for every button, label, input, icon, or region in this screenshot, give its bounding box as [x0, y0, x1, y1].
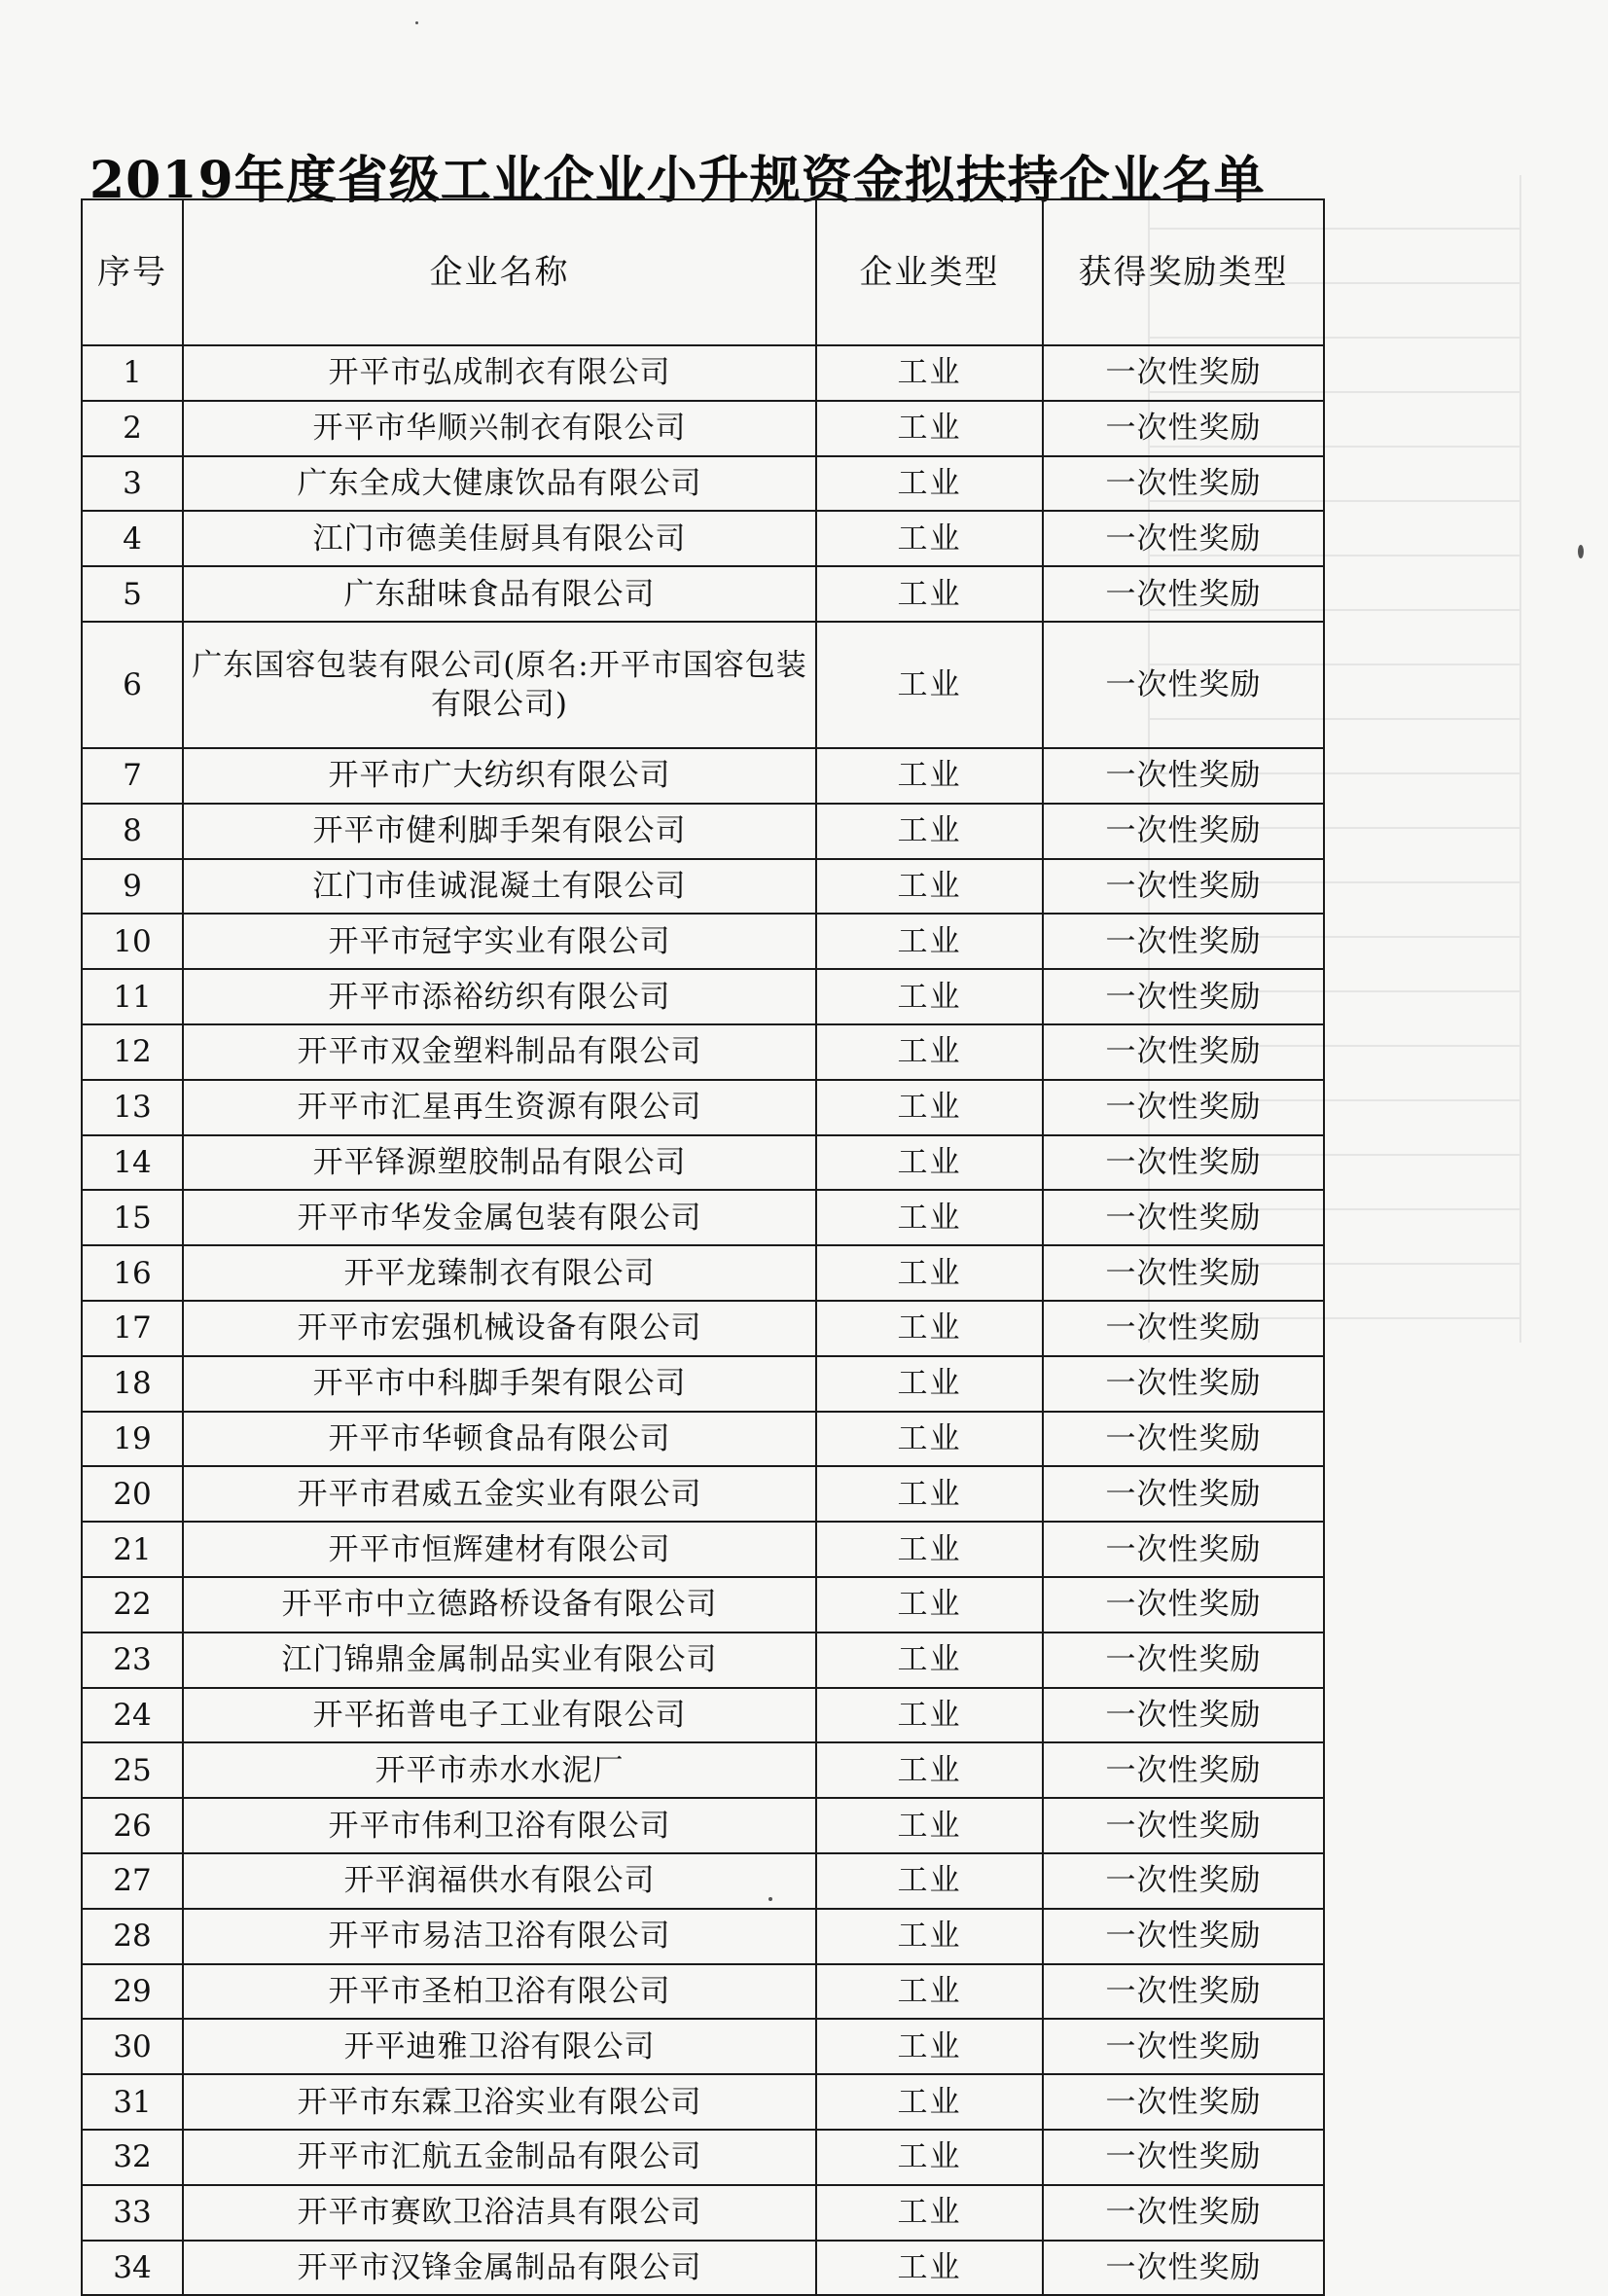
row-serial-number: 28 — [82, 1909, 183, 1964]
row-award-type: 一次性奖励 — [1043, 1577, 1324, 1632]
row-award-type: 一次性奖励 — [1043, 1964, 1324, 2020]
row-serial-number: 4 — [82, 511, 183, 566]
row-award-type: 一次性奖励 — [1043, 345, 1324, 401]
row-serial-number: 15 — [82, 1190, 183, 1245]
row-enterprise-name: 开平市冠宇实业有限公司 — [183, 914, 816, 969]
row-enterprise-type: 工业 — [816, 2074, 1043, 2130]
row-award-type: 一次性奖励 — [1043, 1522, 1324, 1577]
table-row — [82, 2241, 1324, 2296]
row-award-type: 一次性奖励 — [1043, 2074, 1324, 2130]
row-award-type: 一次性奖励 — [1043, 969, 1324, 1024]
paper-speck — [415, 21, 418, 24]
table-row — [82, 748, 1324, 804]
table-body — [82, 345, 1324, 2295]
row-serial-number: 8 — [82, 804, 183, 859]
row-serial-number: 10 — [82, 914, 183, 969]
row-enterprise-type: 工业 — [816, 1412, 1043, 1467]
table-row — [82, 1466, 1324, 1522]
table-row — [82, 1964, 1324, 2020]
row-serial-number: 9 — [82, 859, 183, 915]
row-enterprise-type: 工业 — [816, 511, 1043, 566]
table-row — [82, 1301, 1324, 1356]
row-enterprise-type: 工业 — [816, 1742, 1043, 1798]
table-row — [82, 1135, 1324, 1191]
row-award-type: 一次性奖励 — [1043, 914, 1324, 969]
row-enterprise-name: 开平市华发金属包装有限公司 — [183, 1190, 816, 1245]
row-award-type: 一次性奖励 — [1043, 859, 1324, 915]
row-enterprise-name: 广东国容包装有限公司(原名:开平市国容包装有限公司) — [183, 622, 816, 748]
row-serial-number: 12 — [82, 1024, 183, 1080]
row-enterprise-type: 工业 — [816, 566, 1043, 622]
header-enterprise-type: 企业类型 — [816, 199, 1043, 345]
row-enterprise-name: 开平市君威五金实业有限公司 — [183, 1466, 816, 1522]
table-row — [82, 2074, 1324, 2130]
table-row — [82, 1798, 1324, 1853]
row-enterprise-name: 开平市赤水水泥厂 — [183, 1742, 816, 1798]
row-serial-number: 31 — [82, 2074, 183, 2130]
row-enterprise-name: 开平市健利脚手架有限公司 — [183, 804, 816, 859]
table-row — [82, 914, 1324, 969]
row-award-type: 一次性奖励 — [1043, 1301, 1324, 1356]
row-serial-number: 30 — [82, 2019, 183, 2074]
row-serial-number: 11 — [82, 969, 183, 1024]
row-enterprise-type: 工业 — [816, 2185, 1043, 2241]
row-enterprise-type: 工业 — [816, 1798, 1043, 1853]
row-enterprise-name: 广东甜味食品有限公司 — [183, 566, 816, 622]
header-award-type: 获得奖励类型 — [1043, 199, 1324, 345]
row-serial-number: 23 — [82, 1632, 183, 1688]
row-enterprise-name: 开平市恒辉建材有限公司 — [183, 1522, 816, 1577]
row-enterprise-type: 工业 — [816, 1853, 1043, 1909]
row-enterprise-name: 开平市宏强机械设备有限公司 — [183, 1301, 816, 1356]
header-row — [82, 199, 1324, 345]
table-row — [82, 1522, 1324, 1577]
row-enterprise-name: 开平市华顺兴制衣有限公司 — [183, 401, 816, 456]
table-row — [82, 566, 1324, 622]
row-enterprise-type: 工业 — [816, 748, 1043, 804]
table-row — [82, 345, 1324, 401]
table-row — [82, 2019, 1324, 2074]
row-enterprise-type: 工业 — [816, 1632, 1043, 1688]
row-award-type: 一次性奖励 — [1043, 566, 1324, 622]
table-row — [82, 622, 1324, 748]
row-serial-number: 17 — [82, 1301, 183, 1356]
row-enterprise-type: 工业 — [816, 1688, 1043, 1743]
table-row — [82, 1577, 1324, 1632]
table-row — [82, 1245, 1324, 1301]
row-enterprise-name: 开平市汇星再生资源有限公司 — [183, 1080, 816, 1135]
row-serial-number: 19 — [82, 1412, 183, 1467]
row-enterprise-name: 开平市圣柏卫浴有限公司 — [183, 1964, 816, 2020]
row-enterprise-type: 工业 — [816, 456, 1043, 512]
row-serial-number: 7 — [82, 748, 183, 804]
row-serial-number: 24 — [82, 1688, 183, 1743]
row-award-type: 一次性奖励 — [1043, 1853, 1324, 1909]
row-enterprise-type: 工业 — [816, 969, 1043, 1024]
row-serial-number: 34 — [82, 2241, 183, 2296]
table-row — [82, 1412, 1324, 1467]
row-serial-number: 18 — [82, 1356, 183, 1412]
row-serial-number: 2 — [82, 401, 183, 456]
enterprise-list-table — [81, 198, 1325, 2296]
row-serial-number: 25 — [82, 1742, 183, 1798]
header-serial-number: 序号 — [82, 199, 183, 345]
row-enterprise-name: 江门锦鼎金属制品实业有限公司 — [183, 1632, 816, 1688]
table-row — [82, 1080, 1324, 1135]
row-award-type: 一次性奖励 — [1043, 401, 1324, 456]
row-award-type: 一次性奖励 — [1043, 1356, 1324, 1412]
row-enterprise-type: 工业 — [816, 1080, 1043, 1135]
row-enterprise-name: 开平市双金塑料制品有限公司 — [183, 1024, 816, 1080]
row-award-type: 一次性奖励 — [1043, 1190, 1324, 1245]
row-enterprise-type: 工业 — [816, 2019, 1043, 2074]
row-enterprise-name: 江门市佳诚混凝土有限公司 — [183, 859, 816, 915]
table-row — [82, 2130, 1324, 2185]
table-row — [82, 969, 1324, 1024]
row-enterprise-name: 开平市弘成制衣有限公司 — [183, 345, 816, 401]
row-enterprise-type: 工业 — [816, 1577, 1043, 1632]
table-header — [82, 199, 1324, 345]
row-serial-number: 5 — [82, 566, 183, 622]
row-enterprise-type: 工业 — [816, 1024, 1043, 1080]
row-enterprise-type: 工业 — [816, 2130, 1043, 2185]
row-award-type: 一次性奖励 — [1043, 511, 1324, 566]
row-enterprise-name: 开平市东霖卫浴实业有限公司 — [183, 2074, 816, 2130]
row-enterprise-name: 开平铎源塑胶制品有限公司 — [183, 1135, 816, 1191]
row-enterprise-name: 开平迪雅卫浴有限公司 — [183, 2019, 816, 2074]
row-award-type: 一次性奖励 — [1043, 1245, 1324, 1301]
row-award-type: 一次性奖励 — [1043, 2185, 1324, 2241]
table-row — [82, 1024, 1324, 1080]
row-serial-number: 1 — [82, 345, 183, 401]
row-serial-number: 33 — [82, 2185, 183, 2241]
row-enterprise-type: 工业 — [816, 1909, 1043, 1964]
table-row — [82, 1632, 1324, 1688]
row-award-type: 一次性奖励 — [1043, 2019, 1324, 2074]
row-serial-number: 13 — [82, 1080, 183, 1135]
row-enterprise-type: 工业 — [816, 1522, 1043, 1577]
row-enterprise-type: 工业 — [816, 345, 1043, 401]
row-award-type: 一次性奖励 — [1043, 1024, 1324, 1080]
row-award-type: 一次性奖励 — [1043, 1135, 1324, 1191]
row-enterprise-name: 开平龙臻制衣有限公司 — [183, 1245, 816, 1301]
row-serial-number: 22 — [82, 1577, 183, 1632]
row-enterprise-name: 开平市伟利卫浴有限公司 — [183, 1798, 816, 1853]
row-enterprise-name: 开平润福供水有限公司 — [183, 1853, 816, 1909]
paper-speck — [1578, 545, 1584, 558]
row-enterprise-name: 开平市赛欧卫浴洁具有限公司 — [183, 2185, 816, 2241]
table-row — [82, 804, 1324, 859]
table-row — [82, 1688, 1324, 1743]
row-serial-number: 26 — [82, 1798, 183, 1853]
table-row — [82, 1742, 1324, 1798]
row-award-type: 一次性奖励 — [1043, 622, 1324, 748]
row-enterprise-type: 工业 — [816, 622, 1043, 748]
row-award-type: 一次性奖励 — [1043, 1688, 1324, 1743]
row-serial-number: 21 — [82, 1522, 183, 1577]
row-enterprise-type: 工业 — [816, 1356, 1043, 1412]
row-enterprise-type: 工业 — [816, 1301, 1043, 1356]
row-award-type: 一次性奖励 — [1043, 1466, 1324, 1522]
row-award-type: 一次性奖励 — [1043, 1742, 1324, 1798]
row-enterprise-type: 工业 — [816, 1245, 1043, 1301]
row-enterprise-name: 开平拓普电子工业有限公司 — [183, 1688, 816, 1743]
table-row — [82, 1356, 1324, 1412]
row-enterprise-type: 工业 — [816, 859, 1043, 915]
row-award-type: 一次性奖励 — [1043, 2130, 1324, 2185]
row-award-type: 一次性奖励 — [1043, 1798, 1324, 1853]
row-award-type: 一次性奖励 — [1043, 1632, 1324, 1688]
row-enterprise-name: 开平市广大纺织有限公司 — [183, 748, 816, 804]
table-row — [82, 1190, 1324, 1245]
row-enterprise-name: 开平市华顿食品有限公司 — [183, 1412, 816, 1467]
row-serial-number: 32 — [82, 2130, 183, 2185]
row-enterprise-type: 工业 — [816, 2241, 1043, 2296]
row-serial-number: 29 — [82, 1964, 183, 2020]
header-enterprise-name: 企业名称 — [183, 199, 816, 345]
table-row — [82, 2185, 1324, 2241]
row-award-type: 一次性奖励 — [1043, 456, 1324, 512]
row-award-type: 一次性奖励 — [1043, 1909, 1324, 1964]
row-serial-number: 27 — [82, 1853, 183, 1909]
table-row — [82, 511, 1324, 566]
row-enterprise-name: 开平市易洁卫浴有限公司 — [183, 1909, 816, 1964]
table-row — [82, 1909, 1324, 1964]
row-enterprise-name: 开平市汉锋金属制品有限公司 — [183, 2241, 816, 2296]
table-row — [82, 859, 1324, 915]
row-award-type: 一次性奖励 — [1043, 1412, 1324, 1467]
row-award-type: 一次性奖励 — [1043, 2241, 1324, 2296]
row-serial-number: 14 — [82, 1135, 183, 1191]
row-award-type: 一次性奖励 — [1043, 748, 1324, 804]
row-enterprise-name: 开平市中立德路桥设备有限公司 — [183, 1577, 816, 1632]
row-serial-number: 16 — [82, 1245, 183, 1301]
page-title: 2019年度省级工业企业小升规资金拟扶持企业名单 — [89, 150, 1266, 210]
row-enterprise-type: 工业 — [816, 1964, 1043, 2020]
row-enterprise-name: 广东全成大健康饮品有限公司 — [183, 456, 816, 512]
row-enterprise-name: 开平市中科脚手架有限公司 — [183, 1356, 816, 1412]
row-serial-number: 6 — [82, 622, 183, 748]
row-enterprise-name: 开平市汇航五金制品有限公司 — [183, 2130, 816, 2185]
row-enterprise-name: 江门市德美佳厨具有限公司 — [183, 511, 816, 566]
row-enterprise-type: 工业 — [816, 1466, 1043, 1522]
row-enterprise-type: 工业 — [816, 914, 1043, 969]
row-enterprise-type: 工业 — [816, 401, 1043, 456]
row-enterprise-type: 工业 — [816, 1135, 1043, 1191]
row-enterprise-type: 工业 — [816, 1190, 1043, 1245]
row-award-type: 一次性奖励 — [1043, 804, 1324, 859]
table-row — [82, 456, 1324, 512]
row-serial-number: 3 — [82, 456, 183, 512]
table-row — [82, 401, 1324, 456]
row-serial-number: 20 — [82, 1466, 183, 1522]
row-enterprise-type: 工业 — [816, 804, 1043, 859]
row-award-type: 一次性奖励 — [1043, 1080, 1324, 1135]
row-enterprise-name: 开平市添裕纺织有限公司 — [183, 969, 816, 1024]
table-row — [82, 1853, 1324, 1909]
